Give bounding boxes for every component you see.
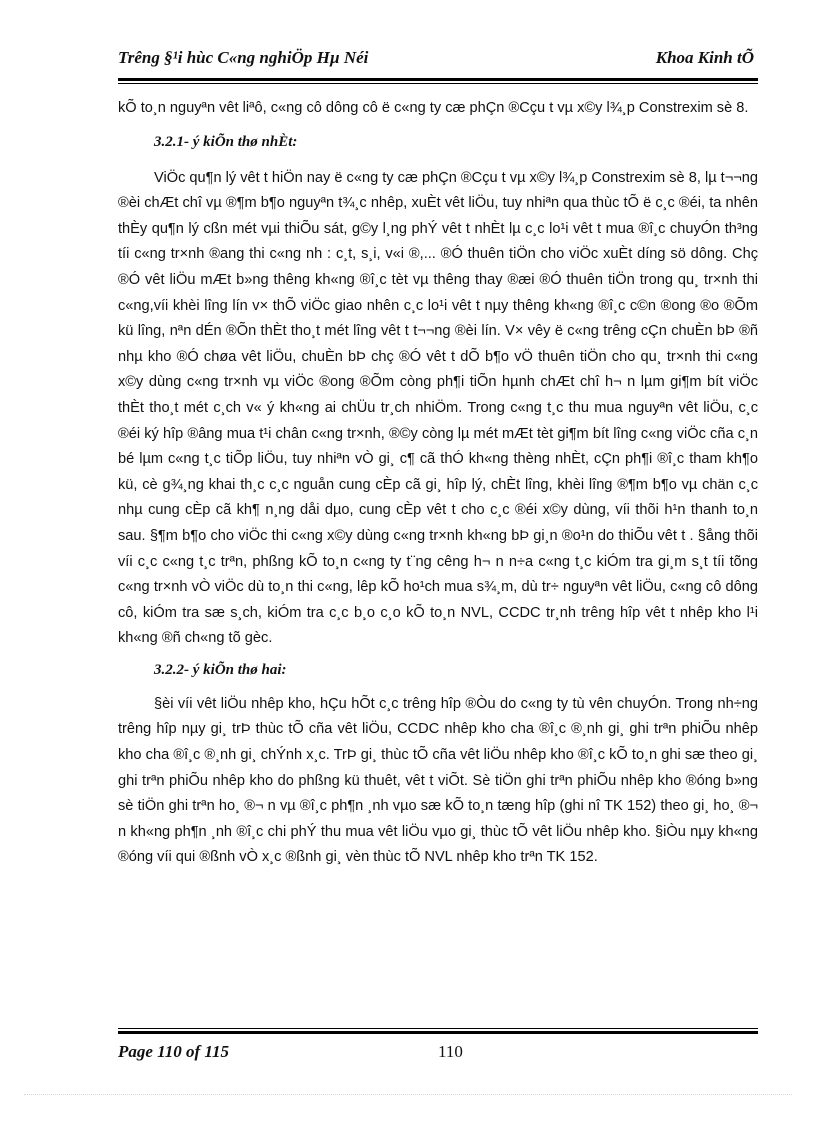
- document-body: [118, 96, 758, 871]
- institution-name: Trêng §¹i hùc C«ng nghiÖp Hµ Néi: [118, 48, 369, 67]
- faculty-name: Khoa Kinh tÕ: [655, 48, 754, 67]
- page-count-label: Page 110 of 115: [118, 1042, 229, 1061]
- page-number: 110: [438, 1042, 463, 1061]
- body-paragraph: §èi víi vêt liÖu nhêp kho, hÇu hÕt c¸c trêng hîp ®Òu do c«ng ty tù vên chuyÓn. Trong nh÷ng trêng hîp nµy gi¸ trÞ thùc tÕ cña vêt liÖu, CCDC nhêp kho cha ®î¸c ®¸nh gi¸ ghi trªn phiÕu nhêp kho cha ®î¸c ®¸nh gi¸ chÝnh x¸c. TrÞ gi¸ thùc tÕ cña vêt liÖu nhêp kho ®î¸c kÕ to¸n ghi sæ theo gi¸ ghi trªn phiÕu nhêp kho do phßng kü thuêt, vêt t viÕt. Sè tiÖn ghi trªn phiÕu nhêp kho ®óng b»ng sè tiÖn ghi trªn ho¸ ®¬ n vµ ®î¸c ph¶n ¸nh vµo sæ kÕ to¸n tæng hîp (ghi nî TK 152) theo gi¸ ho¸ ®¬ n kh«ng ph¶n ¸nh ®î¸c chi phÝ thu mua vêt liÖu vµo gi¸ thùc tÕ vêt liÖu nhêp kho. §iÒu nµy kh«ng ®óng víi qui ®ßnh vÒ x¸c ®ßnh gi¸ vèn thùc tÕ NVL nhêp kho trªn TK 152.: [118, 695, 758, 866]
- footer-rule-thick: [118, 1031, 758, 1034]
- section-heading-3-2-1: 3.2.1- ý kiÕn thø nhÈt:: [154, 133, 298, 150]
- section-heading-3-2-2: 3.2.2- ý kiÕn thø hai:: [154, 661, 287, 678]
- header-rule-thick: [118, 78, 758, 81]
- page-edge-divider: [24, 1094, 792, 1095]
- body-paragraph: ViÖc qu¶n lý vêt t hiÖn nay ë c«ng ty cæ phÇn ®Cçu t vµ x©y l¾¸p Constrexim sè 8, lµ t¬¬ng ®èi chÆt chî vµ ®¶m b¶o nguyªn t¾¸c nhêp, xuÈt vêt liÖu, tuy nhiªn qua thùc tÕ ë c¸c ®éi, ta nhên thÈy qu¶n lý cßn mét vµi thiÕu sát, g©y l¸ng phÝ vêt t nhÈt lµ c¸c lo¹i vêt t mua ®î¸c chuyÓn th³ng tíi c«ng tr×nh ®ang thi c«ng nh : c¸t, s¸i, v«i ®,... ®Ó thuên tiÖn cho viÖc xuÈt díng sö dông. Chç ®Ó vêt liÖu mÆt b»ng thêng kh«ng ®î¸c tèt vµ thêng thay ®æi ®Ó thuên tiÖn trong qu¸ tr×nh thi c«ng,víi khèi lîng lín v× thÕ viÖc giao nhên c¸c lo¹i vêt t nµy thêng kh«ng ®î¸c c©n ®ong ®o ®Õm kü lîng, nªn dÉn ®Õn thÈt tho¸t mét lîng vêt t t¬¬ng ®èi lín. V× vêy ë c«ng trêng cÇn chuÈn bÞ ®ñ nhµ kho ®Ó chøa vêt liÖu, chuÈn bÞ chç ®Ó vêt t dÕ b¶o vÖ thuên tiÖn cho qu¸ tr×nh thi c«ng x©y dùng c«ng tr×nh vµ viÖc ®ong ®Õm còng ph¶i tiÕn hµnh chÆt chî h¬ n lµm gi¶m bít viÖc thÈt tho¸t mét c¸ch v« ý kh«ng ai chÜu tr¸ch nhiÖm. Trong c«ng t¸c thu mua nguyªn vêt liÖu, c¸c ®éi ký hîp ®âng mua t¹i chân c«ng tr×nh, ®©y còng lµ mét mÆt tèt gi¶m bít lîng c«ng viÖc cña c¸n bé lµm c«ng t¸c tiÕp liÖu, tuy nhiªn vÒ gi¸ c¶ cã thÓ kh«ng thèng nhÈt, cÇn ph¶i ®î¸c tham kh¶o kü, cè g¾¸ng khai th¸c c¸c nguån cung cÈp cã gi¸ hîp lý, chÈt lîng, khèi lîng ®¶m b¶o vµ chän c¸c nhµ cung cÈp cã kh¶ n¸ng dåi dµo, cung cÈp vêt t cho c¸c ®éi x©y dùng, víi thõi h¹n thanh to¸n sau. §¶m b¶o cho viÖc thi c«ng x©y dùng c«ng tr×nh kh«ng bÞ gi¸n ®o¹n do thiÕu vêt t . §ång thõi víi c¸c c«ng t¸c trªn, phßng kÕ to¸n c«ng ty t¨ng cêng h¬ n n÷a c«ng t¸c kiÓm tra gi¸m s¸t tíi tõng c«ng tr×nh vÒ viÖc dù to¸n thi c«ng, lêp kÕ ho¹ch mua s¾¸m, dù tr÷ nguyªn vêt liÖu, c«ng cô dông cô, kiÓm tra sæ s¸ch, kiÓm tra c¸c b¸o c¸o kÕ to¸n NVL, CCDC tr¸nh trêng hîp vêt t nhêp kho l¹i kh«ng ®ñ ch«ng tõ gèc.: [118, 169, 758, 647]
- body-paragraph: kÕ to¸n nguyªn vêt liªô, c«ng cô dông cô ë c«ng ty cæ phÇn ®Cçu t vµ x©y l¾¸p Constrexim sè 8.: [118, 100, 749, 116]
- page-footer: [118, 1042, 758, 1066]
- footer-rule-thin: [118, 1028, 758, 1029]
- page-header: [118, 44, 754, 76]
- header-rule-thin: [118, 83, 758, 84]
